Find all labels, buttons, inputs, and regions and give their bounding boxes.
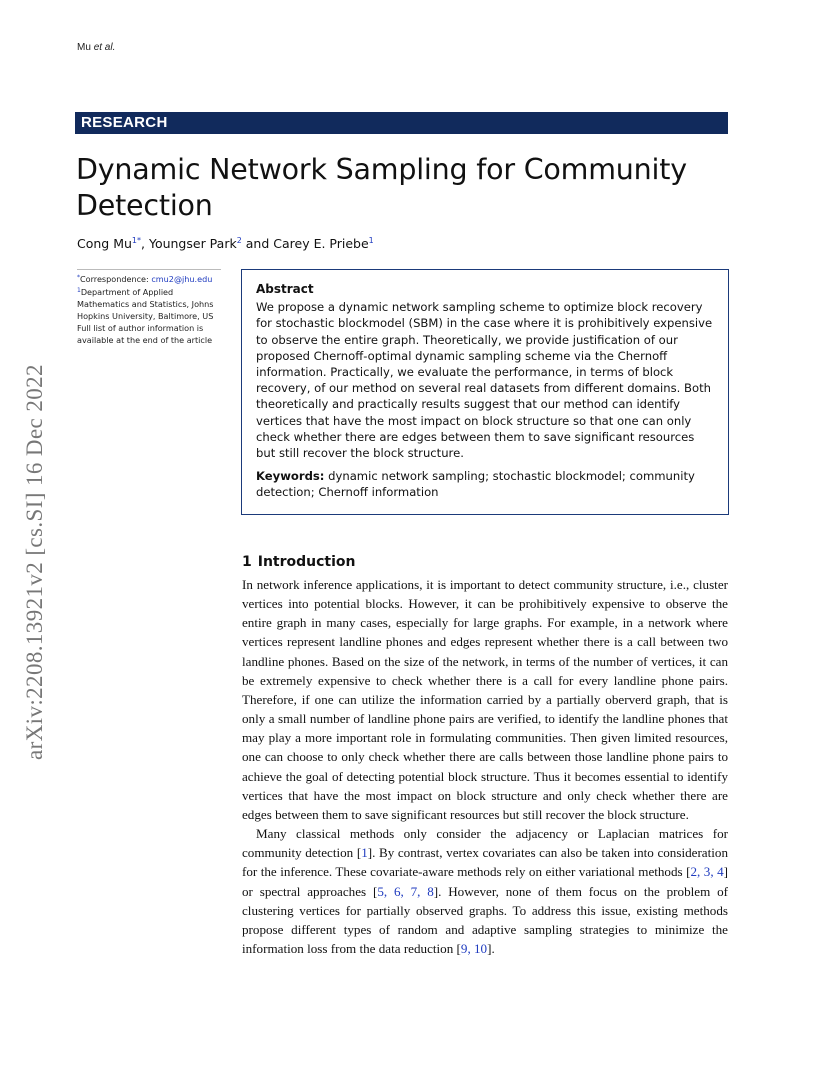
author-affiliation-mark[interactable]: 1 (368, 236, 374, 245)
author-info-sidebar (77, 272, 227, 346)
correspondence-line (77, 272, 227, 285)
author-affiliation-mark[interactable]: 2 (236, 236, 242, 245)
citation-link[interactable]: 9, 10 (460, 940, 488, 956)
body-text-span: ] or spectral approaches [ (242, 864, 728, 899)
keywords-label: Keywords: (256, 469, 325, 484)
introduction-body (242, 575, 728, 958)
citation-link[interactable]: 5, 6, 7, 8 (377, 883, 434, 899)
running-head-author: Mu (77, 42, 91, 53)
correspondence-email-link[interactable]: cmu2@jhu.edu (151, 274, 213, 284)
author-separator: , (141, 236, 149, 251)
author-list (77, 236, 374, 251)
correspondence-mark: * (77, 274, 80, 281)
body-text-span: Many classical methods only consider the adjacency or Laplacian matrices for community detection [ (242, 826, 728, 861)
section-number: 1 (242, 554, 252, 570)
keywords-line (256, 468, 714, 500)
body-text-span: ]. (487, 940, 495, 956)
citation-link[interactable]: 2, 3, 4 (690, 864, 724, 880)
affiliation-text: Department of Applied Mathematics and Statistics, Johns Hopkins University, Baltimore, US (77, 287, 214, 321)
running-head-etal: et al. (93, 42, 116, 53)
abstract-text: We propose a dynamic network sampling scheme to optimize block recovery for stochastic blockmodel (SBM) in the case where it is prohibitively expensive to observe the entire graph. Theoretically, we provide justification of our proposed Chernoff-optimal dynamic sampling scheme via the Chernoff information. Practically, we evaluate the performance, in terms of block recovery, of our method on several real datasets from different domains. Both theoretically and practically results suggest that our method can identify vertices that have the most impact on block structure so that one can only check whether there are edges between them to save significant resources but still recover the block structure. (256, 300, 713, 461)
running-head (77, 42, 115, 53)
affiliation-mark: 1 (77, 287, 81, 294)
body-paragraph: In network inference applications, it is important to detect community structure, i.e., cluster vertices into potential blocks. However, it can be prohibitively expensive to observe the entire graph in many cases, especially for large graphs. For example, in a network where vertices represent landline phones and edges represent whether there is a call between two landline phones. Based on the size of the network, in terms of the number of vertices, it can be extremely expensive to check whether there is a call for every landline phone pairs. Therefore, if one can utilize the information carried by a partially oberverd graph, that is only a small number of landline phone pairs are verified, to identify the landline phones that may play a more important role in formulating communities. Then given limited resources, one can choose to only check whether there are calls between those landline phone pairs to achieve the goal of detecting potential block structure. Thus it becomes essential to identify vertices that have the most impact on block structure and only check whether there are edges between them to save significant resources but still recover the block structure. (242, 577, 728, 822)
author-name: Cong Mu (77, 236, 132, 251)
body-text-span: ]. By contrast, vertex covariates can also be taken into consideration for the inference. These covariate-aware methods rely on either variational methods [ (242, 845, 728, 880)
section-heading-introduction (242, 554, 356, 570)
keywords-text: dynamic network sampling; stochastic blockmodel; community detection; Chernoff information (256, 469, 695, 500)
arxiv-stamp: arXiv:2208.13921v2 [cs.SI] 16 Dec 2022 (22, 364, 47, 760)
body-text-span: ]. However, none of them focus on the problem of clustering vertices for partially observed graphs. To address this issue, existing methods propose different types of random and adaptive sampling strategies to minimize the information loss from the data reduction [ (242, 883, 728, 956)
author-separator: and (241, 236, 274, 251)
citation-link[interactable]: 1 (361, 845, 368, 861)
abstract-heading: Abstract (256, 282, 314, 296)
abstract-box (241, 269, 729, 515)
research-banner (75, 112, 728, 134)
correspondence-label: Correspondence: (80, 274, 152, 284)
paper-title: Dynamic Network Sampling for Community Detection (76, 153, 687, 222)
sidebar-divider (77, 269, 221, 270)
research-banner-label: RESEARCH (81, 114, 168, 131)
author-info-note: Full list of author information is available at the end of the article (77, 323, 213, 345)
author-name: Carey E. Priebe (273, 236, 369, 251)
affiliation-line (77, 285, 227, 322)
body-paragraph (242, 824, 728, 958)
author-name: Youngser Park (148, 236, 237, 251)
author-affiliation-mark[interactable]: 1* (131, 236, 142, 245)
section-title: Introduction (257, 554, 356, 570)
